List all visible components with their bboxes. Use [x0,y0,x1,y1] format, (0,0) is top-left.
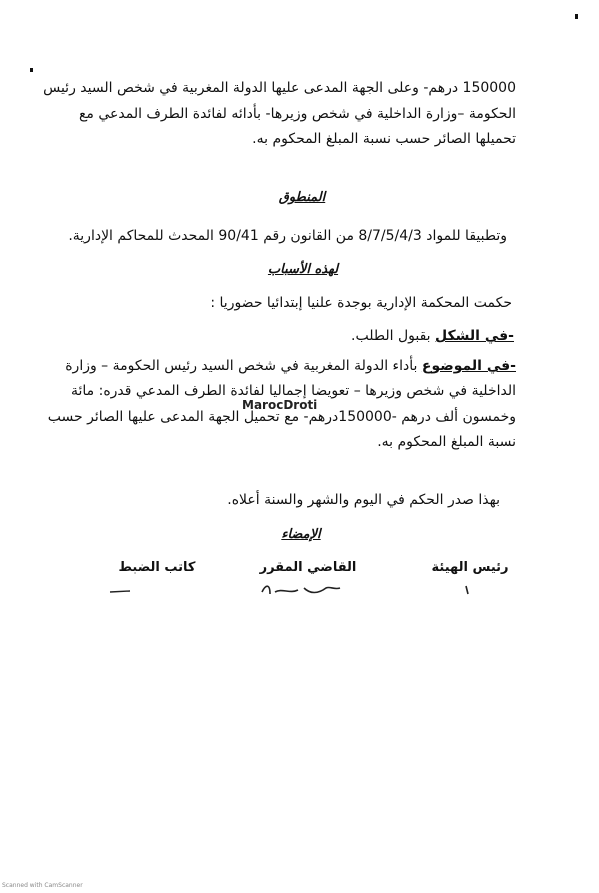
form-line [330,326,514,346]
merits-line3: وخمسون ألف درهم -150000درهم- مع تحميل الجهة المدعى عليها الصائر حسب [47,409,516,425]
signature-judge-title: القاضي المقرر [259,560,357,575]
signature-president-title: رئيس الهيئة [431,560,509,575]
paragraph1-line3: تحميلها الصائر حسب نسبة المبلغ المحكوم به. [252,131,516,147]
reasons-heading: لهذه الأسباب [267,262,339,277]
form-text: بقبول الطلب. [351,328,431,344]
merits-line2: الداخلية في شخص وزيرها – تعويضا إجماليا لفائدة الطرف المدعي قدره: مائة [71,383,516,399]
judge-signature-mark [262,586,340,594]
merits-text: بأداء الدولة المغربية في شخص السيد رئيس الحكومة – وزارة [65,358,418,374]
paragraph1-line1: 150000 درهم- وعلى الجهة المدعى عليها الدولة المغربية في شخص السيد رئيس [43,80,516,96]
mantouq-line1: وتطبيقا للمواد 8/7/5/4/3 من القانون رقم 90/41 المحدث للمحاكم الإدارية. [68,228,507,244]
signature-scribbles [0,582,599,612]
clerk-signature-mark [110,591,130,592]
scan-speck [30,68,33,72]
scan-speck [575,14,578,19]
reasons-line1: حكمت المحكمة الإدارية بوجدة علنيا إبتدائيا حضوريا : [210,295,512,311]
footer-watermark: Scanned with CamScanner [2,882,83,889]
watermark-text: MarocDroti [242,398,318,412]
paragraph1-line2: الحكومة –وزارة الداخلية في شخص وزيرها- بأدائه لفائدة الطرف المدعي مع [78,106,516,122]
signature-clerk-title: كاتب الضبط [118,560,196,575]
closing-line: بهذا صدر الحكم في اليوم والشهر والسنة أعلاه. [227,492,500,508]
merits-line4: نسبة المبلغ المحكوم به. [377,434,516,450]
merits-label: -في الموضوع [421,358,516,374]
merits-line1 [65,356,516,376]
form-label: -في الشكل [435,328,514,344]
mantouq-heading: المنطوق [278,190,326,205]
signatures-heading: الإمضاء [281,527,321,542]
president-signature-mark [466,586,468,594]
